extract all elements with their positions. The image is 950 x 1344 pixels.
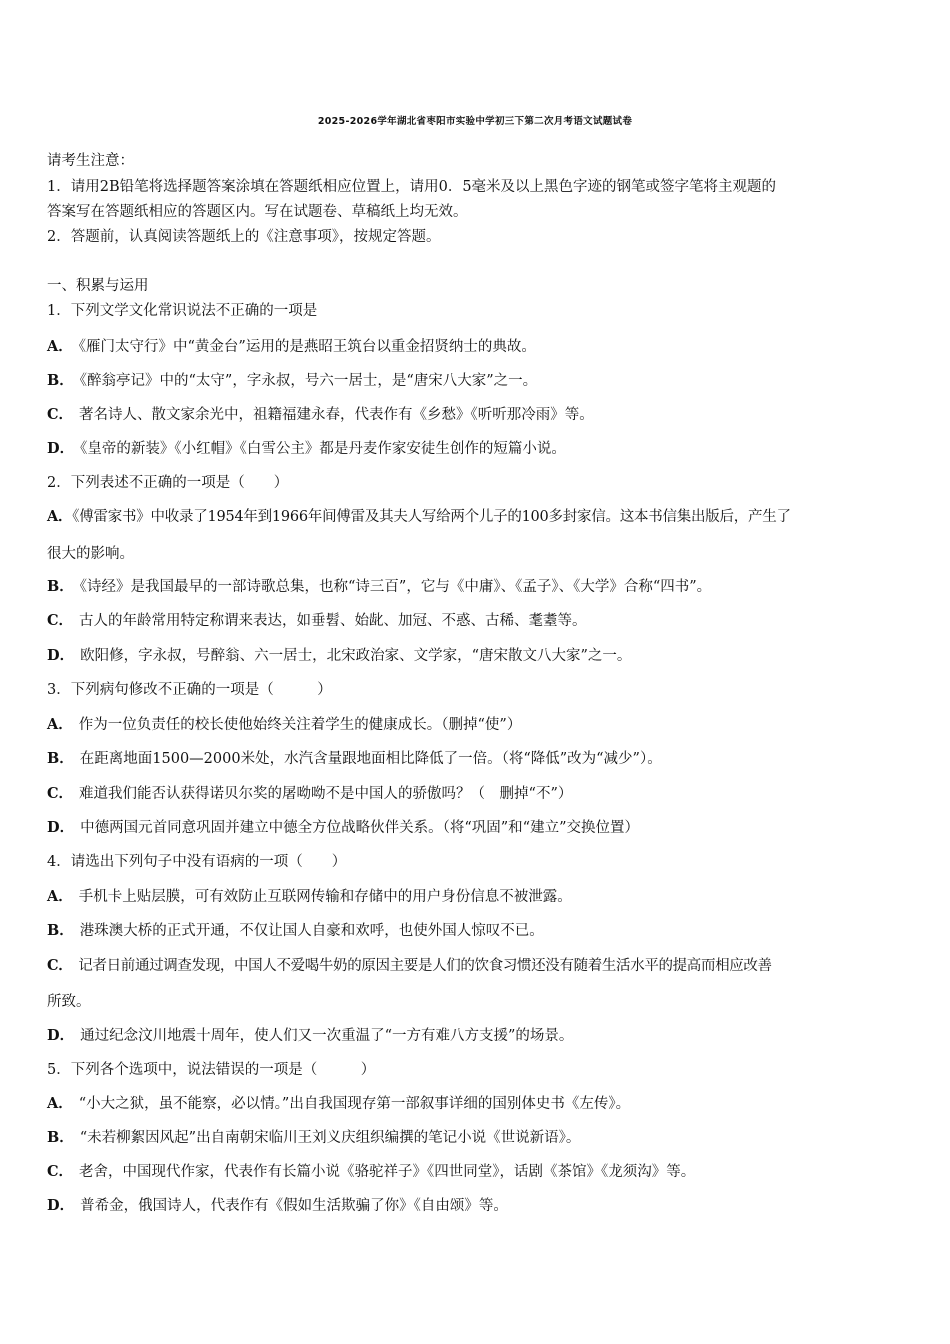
question-4-option-c — [47, 957, 772, 975]
option-label: C． — [47, 1163, 74, 1180]
option-label: B． — [47, 372, 74, 389]
option-text: 老舍，中国现代作家，代表作有长篇小说《骆驼祥子》《四世同堂》，话剧《茶馆》《龙须沟》等。 — [79, 1164, 696, 1180]
option-text: 普希金，俄国诗人，代表作有《假如生活欺骗了你》《自由颂》等。 — [80, 1198, 508, 1214]
option-text: 港珠澳大桥的正式开通，不仅让国人自豪和欢呼，也使外国人惊叹不已。 — [79, 923, 544, 939]
question-2-option-d — [47, 647, 631, 665]
question-3-option-a — [47, 716, 521, 734]
notice-item-1-line-1: 1．请用2B铅笔将选择题答案涂填在答题纸相应位置上，请用0．5毫米及以上黑色字迹的钢笔或签字笔将主观题的 — [47, 179, 777, 195]
option-text: 《傅雷家书》中收录了1954年到1966年间傅雷及其夫人写给两个儿子的100多封家信。这本书信集出版后，产生了 — [72, 509, 791, 525]
question-2-option-a — [47, 508, 791, 526]
option-label: C． — [47, 406, 74, 423]
notice-item-1-line-2: 答案写在答题纸相应的答题区内。写在试题卷、草稿纸上均无效。 — [47, 204, 468, 220]
option-text: 古人的年龄常用特定称谓来表达，如垂髫、始龀、加冠、不惑、古稀、耄耋等。 — [79, 613, 587, 629]
option-text: “未若柳絮因风起”出自南朝宋临川王刘义庆组织编撰的笔记小说《世说新语》。 — [79, 1130, 581, 1146]
question-2-option-b — [47, 578, 711, 596]
question-4-option-a — [47, 888, 572, 906]
option-label: B． — [47, 1129, 74, 1146]
option-label: A． — [47, 1095, 73, 1112]
question-3-option-d — [47, 819, 639, 837]
option-label: D． — [47, 1027, 75, 1044]
question-4-option-c-continued: 所致。 — [47, 994, 91, 1010]
question-2-stem: 2．下列表述不正确的一项是（ ） — [47, 475, 289, 491]
question-4-option-b — [47, 922, 544, 940]
option-label: C． — [47, 957, 73, 974]
question-2-option-c — [47, 612, 587, 630]
option-label: B． — [47, 750, 74, 767]
option-label: D． — [47, 1197, 75, 1214]
option-text: 通过纪念汶川地震十周年，使人们又一次重温了“一方有难八方支援”的场景。 — [80, 1028, 574, 1044]
option-label: C． — [47, 785, 74, 802]
option-text: 记者日前通过调查发现，中国人不爱喝牛奶的原因主要是人们的饮食习惯还没有随着生活水平的提高而相应改善 — [78, 958, 772, 974]
question-2-option-a-continued: 很大的影响。 — [47, 546, 134, 562]
question-1-option-a — [47, 338, 536, 356]
question-1-option-c — [47, 406, 594, 424]
question-5-option-d — [47, 1197, 508, 1215]
question-4-option-d — [47, 1027, 573, 1045]
option-text: 欧阳修，字永叔，号醉翁、六一居士，北宋政治家、文学家，“唐宋散文八大家”之一。 — [80, 648, 632, 664]
page-title: 2025-2026学年湖北省枣阳市实验中学初三下第二次月考语文试题试卷 — [317, 116, 633, 127]
question-1-option-b — [47, 372, 537, 390]
option-text: 难道我们能否认获得诺贝尔奖的屠呦呦不是中国人的骄傲吗？（ 删掉“不”） — [79, 786, 573, 802]
option-label: A． — [47, 338, 73, 355]
question-1-option-d — [47, 440, 566, 458]
question-5-option-c — [47, 1163, 695, 1181]
question-3-option-b — [47, 750, 662, 768]
question-4-stem: 4．请选出下列句子中没有语病的一项（ ） — [47, 854, 347, 870]
option-label: B． — [47, 922, 74, 939]
option-text: 著名诗人、散文家余光中，祖籍福建永春，代表作有《乡愁》《听听那冷雨》等。 — [79, 407, 594, 423]
option-text: 手机卡上贴层膜，可有效防止互联网传输和存储中的用户身份信息不被泄露。 — [78, 889, 572, 905]
option-label: C． — [47, 612, 74, 629]
option-label: D． — [47, 819, 75, 836]
question-5-option-a — [47, 1095, 630, 1113]
option-label: A． — [47, 508, 73, 525]
option-text: 作为一位负责任的校长使他始终关注着学生的健康成长。（删掉“使”） — [78, 717, 522, 733]
question-5-stem: 5．下列各个选项中，说法错误的一项是（ ） — [47, 1062, 376, 1078]
section-heading: 一、积累与运用 — [47, 278, 149, 294]
option-text: 《诗经》是我国最早的一部诗歌总集，也称“诗三百”，它与《中庸》、《孟子》、《大学》合称“四书”。 — [79, 579, 712, 595]
option-text: 《皇帝的新装》《小红帽》《白雪公主》都是丹麦作家安徒生创作的短篇小说。 — [80, 441, 566, 457]
option-label: B． — [47, 578, 74, 595]
question-3-option-c — [47, 785, 572, 803]
option-label: A． — [47, 716, 73, 733]
question-1-stem: 1．下列文学文化常识说法不正确的一项是 — [47, 303, 318, 319]
question-5-option-b — [47, 1129, 580, 1147]
notice-heading: 请考生注意： — [47, 153, 134, 169]
option-label: A． — [47, 888, 73, 905]
option-text: 在距离地面1500—2000米处，水汽含量跟地面相比降低了一倍。（将“降低”改为“减少”）。 — [79, 751, 662, 767]
option-text: 《醉翁亭记》中的“太守”，字永叔，号六一居士，是“唐宋八大家”之一。 — [79, 373, 538, 389]
option-label: D． — [47, 647, 75, 664]
option-text: “小大之狱，虽不能察，必以情。”出自我国现存第一部叙事详细的国别体史书《左传》。 — [78, 1096, 631, 1112]
question-3-stem: 3．下列病句修改不正确的一项是（ ） — [47, 682, 332, 698]
option-label: D． — [47, 440, 75, 457]
notice-item-2: 2．答题前，认真阅读答题纸上的《注意事项》，按规定答题。 — [47, 229, 441, 245]
option-text: 中德两国元首同意巩固并建立中德全方位战略伙伴关系。（将“巩固”和“建立”交换位置） — [80, 820, 639, 836]
option-text: 《雁门太守行》中“黄金台”运用的是燕昭王筑台以重金招贤纳士的典故。 — [78, 339, 536, 355]
